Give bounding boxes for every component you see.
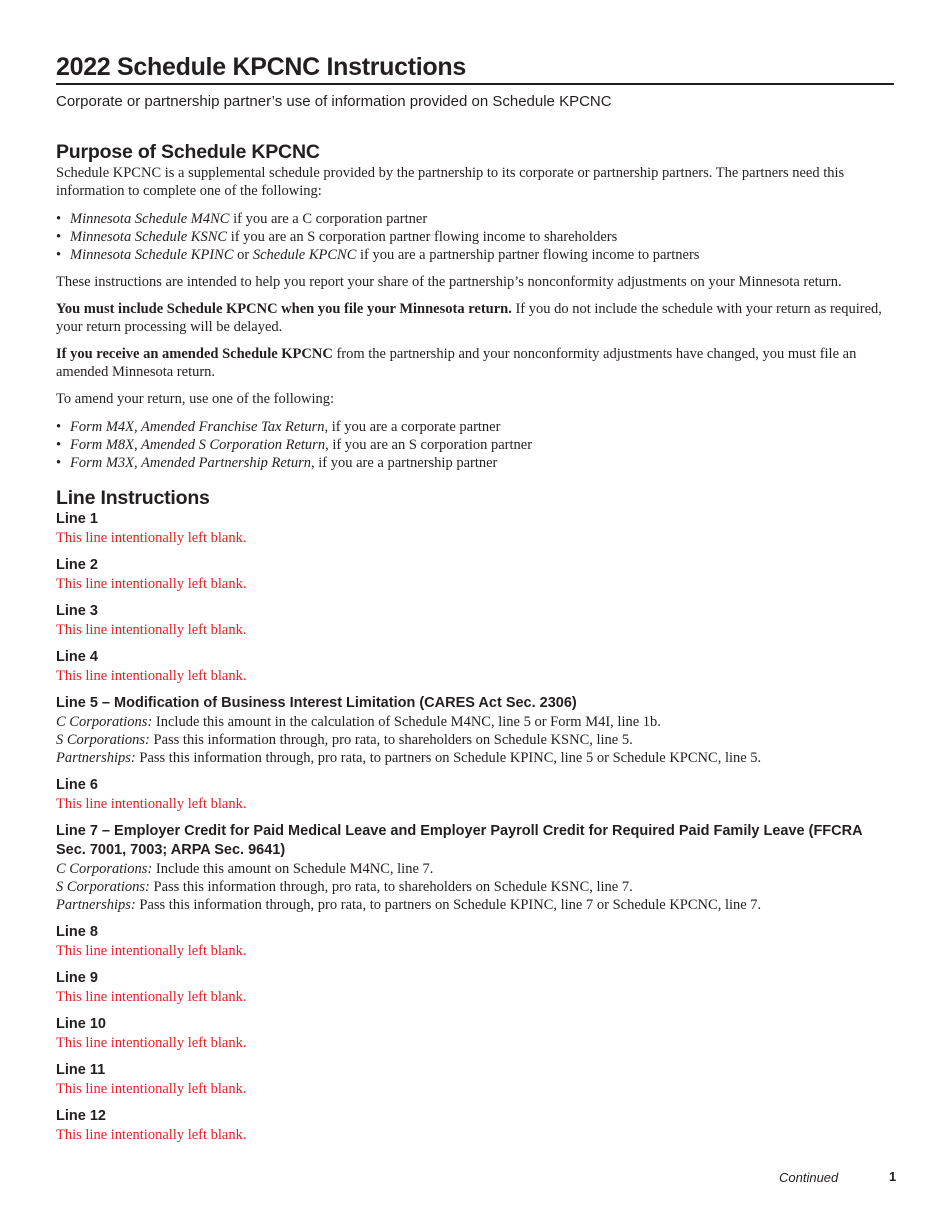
line-3-text: This line intentionally left blank. xyxy=(56,622,247,638)
line-10-text: This line intentionally left blank. xyxy=(56,1035,247,1051)
line-7-c-corp: C Corporations: Include this amount on Schedule M4NC, line 7. xyxy=(56,861,434,877)
line-4-text: This line intentionally left blank. xyxy=(56,668,247,684)
purpose-intro: Schedule KPCNC is a supplemental schedule provided by the partnership to its corporate or partnership partners. The partners need this information to complete one of the following: xyxy=(56,165,845,199)
line-11-heading: Line 11 xyxy=(56,1062,106,1078)
line-7-partnerships: Partnerships: Pass this information through, pro rata, to partners on Schedule KPINC, line 7 or Schedule KPCNC, line 7. xyxy=(56,897,762,913)
page-number: 1 xyxy=(889,1169,897,1184)
purpose-heading: Purpose of Schedule KPCNC xyxy=(56,141,320,163)
line-7-s-corp: S Corporations: Pass this information through, pro rata, to shareholders on Schedule KSNC, line 7. xyxy=(56,879,633,895)
line-instructions-heading: Line Instructions xyxy=(56,487,210,509)
line-5-c-corp: C Corporations: Include this amount in the calculation of Schedule M4NC, line 5 or Form M4I, line 1b. xyxy=(56,714,661,730)
line-1-text: This line intentionally left blank. xyxy=(56,530,247,546)
line-9-text: This line intentionally left blank. xyxy=(56,989,247,1005)
line-5-s-corp: S Corporations: Pass this information through, pro rata, to shareholders on Schedule KSNC, line 5. xyxy=(56,732,633,748)
amend-list xyxy=(56,418,894,472)
list-item: • Form M3X, Amended Partnership Return, if you are a partnership partner xyxy=(56,454,894,472)
line-6-heading: Line 6 xyxy=(56,777,98,793)
line-3-heading: Line 3 xyxy=(56,603,98,619)
line-1-heading: Line 1 xyxy=(56,511,98,527)
list-item: • Minnesota Schedule M4NC if you are a C corporation partner xyxy=(56,210,894,228)
line-7-heading: Line 7 – Employer Credit for Paid Medical Leave and Employer Payroll Credit for Required Paid Family Leave (FFCRA Sec. 7001, 7003; ARPA Sec. 9641) xyxy=(56,823,863,858)
line-10-heading: Line 10 xyxy=(56,1016,106,1032)
continued-label: Continued xyxy=(779,1170,839,1185)
intended-paragraph: These instructions are intended to help you report your share of the partnership’s nonconformity adjustments on your Minnesota return. xyxy=(56,274,842,290)
line-2-text: This line intentionally left blank. xyxy=(56,576,247,592)
list-item: • Minnesota Schedule KPINC or Schedule KPCNC if you are a partnership partner flowing income to partners xyxy=(56,246,894,264)
line-9-heading: Line 9 xyxy=(56,970,98,986)
line-5-heading: Line 5 – Modification of Business Interest Limitation (CARES Act Sec. 2306) xyxy=(56,695,577,711)
line-5-partnerships: Partnerships: Pass this information through, pro rata, to partners on Schedule KPINC, line 5 or Schedule KPCNC, line 5. xyxy=(56,750,762,766)
line-8-heading: Line 8 xyxy=(56,924,98,940)
line-8-text: This line intentionally left blank. xyxy=(56,943,247,959)
line-2-heading: Line 2 xyxy=(56,557,98,573)
purpose-list xyxy=(56,210,894,264)
line-11-text: This line intentionally left blank. xyxy=(56,1081,247,1097)
page-subtitle: Corporate or partnership partner’s use of information provided on Schedule KPCNC xyxy=(56,93,612,110)
must-include-paragraph: You must include Schedule KPCNC when you file your Minnesota return. If you do not include the schedule with your return as required, your return processing will be delayed. xyxy=(56,301,882,335)
document-page xyxy=(56,52,894,1144)
line-6-text: This line intentionally left blank. xyxy=(56,796,247,812)
line-12-text: This line intentionally left blank. xyxy=(56,1127,247,1143)
list-item: • Form M4X, Amended Franchise Tax Return, if you are a corporate partner xyxy=(56,418,894,436)
list-item: • Minnesota Schedule KSNC if you are an S corporation partner flowing income to shareholders xyxy=(56,228,894,246)
page-title: 2022 Schedule KPCNC Instructions xyxy=(56,52,894,85)
line-12-heading: Line 12 xyxy=(56,1108,106,1124)
amend-intro: To amend your return, use one of the following: xyxy=(56,391,335,407)
list-item: • Form M8X, Amended S Corporation Return, if you are an S corporation partner xyxy=(56,436,894,454)
amended-paragraph: If you receive an amended Schedule KPCNC from the partnership and your nonconformity adjustments have changed, you must file an amended Minnesota return. xyxy=(56,346,857,380)
line-4-heading: Line 4 xyxy=(56,649,98,665)
